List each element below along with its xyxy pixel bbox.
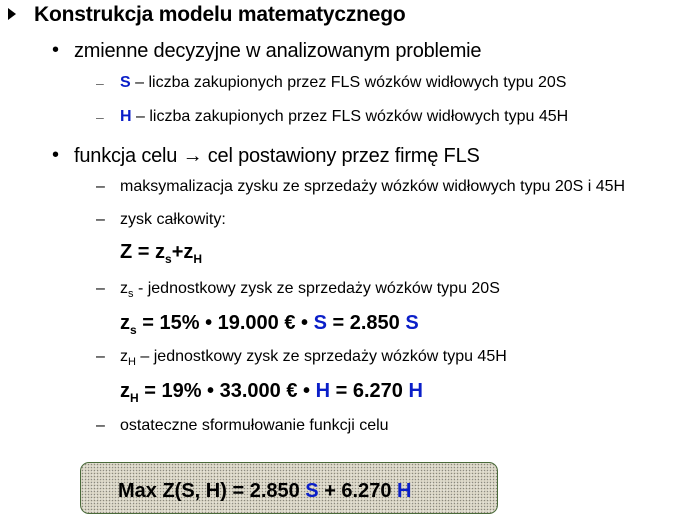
section2-title: funkcja celu → cel postawiony przez firmę FLS xyxy=(74,145,480,167)
unit-profit-s-formula: $z_s = 15\%$ • 19.000 € • S = 2.850 S xyxy=(120,312,419,337)
variable-s: S xyxy=(305,480,319,502)
dash-icon: – xyxy=(96,348,105,365)
variable-s: S xyxy=(313,312,327,334)
total-profit-label: zysk całkowity: xyxy=(120,211,226,228)
unit-profit-h-formula: $z_H = 19\%$ • 33.000 € • H = 6.270 H xyxy=(120,380,423,405)
section1-title: zmienne decyzyjne w analizowanym problemie xyxy=(74,40,482,62)
bullet-icon: • xyxy=(52,39,60,61)
objective-description: maksymalizacja zysku ze sprzedaży wózków widłowych typu 20S i 45H xyxy=(120,178,626,195)
dash-icon: – xyxy=(96,75,104,91)
variable-h: H xyxy=(408,380,423,402)
total-profit-formula: $Z = z_s+z_H$ xyxy=(120,241,203,266)
dash-icon: – xyxy=(96,211,105,228)
decision-variable-h xyxy=(120,108,568,126)
variable-s: S xyxy=(120,74,131,91)
dash-icon: – xyxy=(96,280,105,297)
unit-profit-s-label: $z_s$ - jednostkowy zysk ze sprzedaży wózków typu 20S xyxy=(120,280,500,300)
dash-icon: – xyxy=(96,178,105,195)
variable-h: H xyxy=(397,480,412,502)
dash-icon: – xyxy=(96,417,105,434)
variable-h: H xyxy=(315,380,331,402)
unit-profit-h-label: $z_H$ – jednostkowy zysk ze sprzedaży wózków typu 45H xyxy=(120,348,507,368)
variable-h-description: – liczba zakupionych przez FLS wózków widłowych typu 45H xyxy=(131,108,569,125)
final-formulation-label: ostateczne sformułowanie funkcji celu xyxy=(120,417,389,434)
dash-icon: – xyxy=(96,109,104,125)
variable-s: S xyxy=(405,312,419,334)
variable-h: H xyxy=(120,108,132,125)
objective-function: Max Z(S, H) = 2.850 S + 6.270 H xyxy=(118,480,412,502)
arrow-right-icon: → xyxy=(182,145,203,167)
decision-variable-s xyxy=(120,74,566,92)
bullet-icon: • xyxy=(52,144,60,166)
slide-heading: Konstrukcja modelu matematycznego xyxy=(34,3,406,26)
triangle-bullet-icon xyxy=(8,8,16,20)
variable-s-description: – liczba zakupionych przez FLS wózków widłowych typu 20S xyxy=(130,74,567,91)
